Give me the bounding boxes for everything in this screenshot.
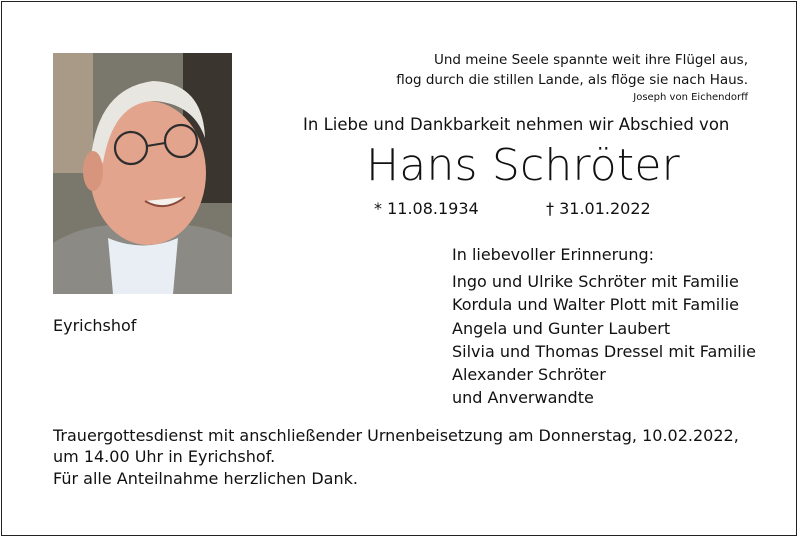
mourner-item: Ingo und Ulrike Schröter mit Familie [452,272,739,291]
quote-line-2: flog durch die stillen Lande, als flöge sie nach Haus. [396,72,748,88]
mourner-item: Alexander Schröter [452,365,606,385]
mourner-item: und Anverwandte [452,388,594,408]
residence-place: Eyrichshof [53,316,137,335]
portrait-photo [53,53,232,294]
service-line-1: Trauergottesdienst mit anschließender Urnenbeisetzung am Donnerstag, 10.02.2022, [53,426,739,445]
mourner-item: Angela und Gunter Laubert [452,318,671,338]
mourner-item: Kordula und Walter Plott mit Familie [452,295,739,315]
quote-author: Joseph von Eichendorff [633,92,748,103]
deceased-name: Hans Schröter [366,140,680,191]
farewell-intro: In Liebe und Dankbarkeit nehmen wir Abschied von [303,115,730,134]
mourner-item: Silvia und Thomas Dressel mit Familie [452,341,757,361]
funeral-service-info [53,425,748,467]
birth-date: * 11.08.1934 [374,199,479,218]
service-line-2: um 14.00 Uhr in Eyrichshof. [53,447,276,466]
death-date: † 31.01.2022 [546,199,651,218]
memory-heading: In liebevoller Erinnerung: [452,245,654,264]
thanks-note: Für alle Anteilnahme herzlichen Dank. [53,469,358,488]
eichendorff-quote [396,50,748,105]
mourners-list [452,270,756,410]
quote-line-1: Und meine Seele spannte weit ihre Flügel aus, [433,52,748,68]
